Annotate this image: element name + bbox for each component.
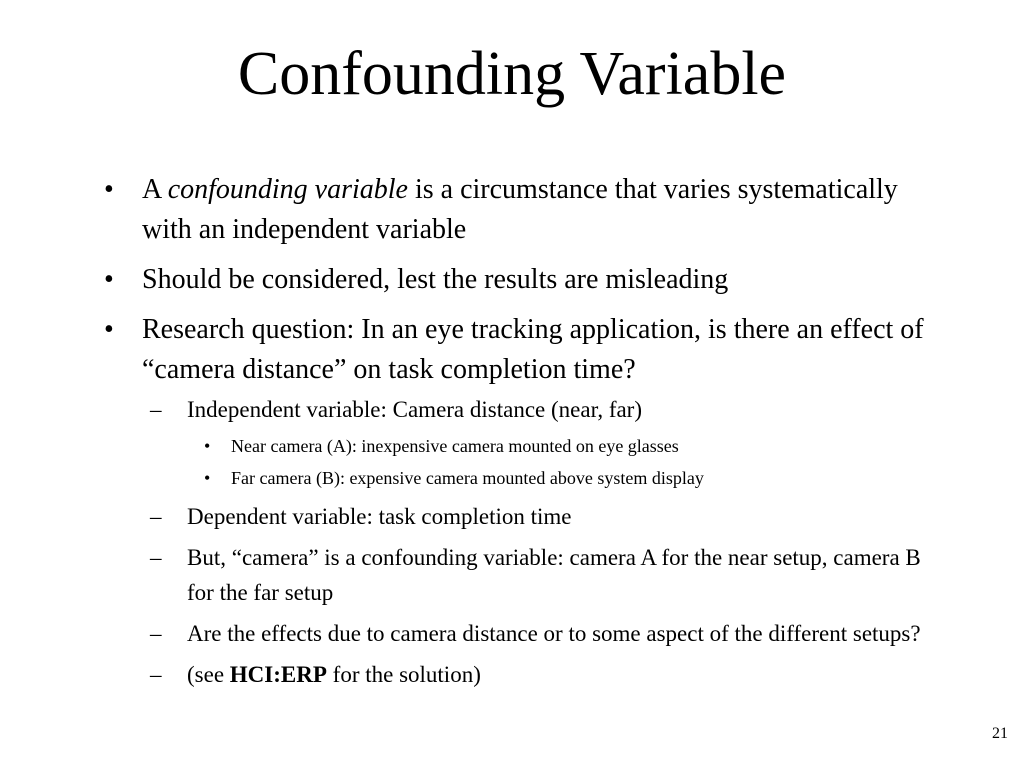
bullet-text-pre: A bbox=[142, 174, 168, 205]
sub-bullet-independent-variable bbox=[150, 392, 924, 427]
slide-content bbox=[104, 170, 924, 698]
bullet-text: Should be considered, lest the results are misleading bbox=[142, 264, 729, 295]
sub-bullet-effects-question bbox=[150, 616, 924, 651]
dash-marker: – bbox=[150, 504, 162, 529]
sub-bullet-text: Are the effects due to camera distance or to some aspect of the different setups? bbox=[187, 621, 921, 646]
bullet-marker: • bbox=[104, 264, 114, 295]
bullet-text: Research question: In an eye tracking application, is there an effect of “camera distance” on task completion time? bbox=[142, 314, 924, 385]
sub-bullet-camera-confounding bbox=[150, 540, 924, 610]
bullet-marker: • bbox=[204, 468, 211, 488]
dash-marker: – bbox=[150, 397, 162, 422]
bullet-confounding-definition bbox=[104, 170, 924, 250]
bullet-text-post: is a circumstance that varies systematically with an independent variable bbox=[142, 174, 898, 245]
bullet-marker: • bbox=[104, 314, 114, 345]
sub-bullet-dependent-variable bbox=[150, 499, 924, 534]
slide-title: Confounding Variable bbox=[237, 40, 787, 108]
bullet-should-be-considered bbox=[104, 260, 924, 300]
sub-bullet-text-post: for the solution) bbox=[326, 662, 481, 687]
bullet-text-emphasis: confounding variable bbox=[167, 174, 408, 205]
reference-link-text: HCI:ERP bbox=[229, 662, 327, 687]
sub-sub-bullet-far-camera bbox=[204, 465, 924, 491]
bullet-marker: • bbox=[104, 174, 114, 205]
sub-bullet-text-pre: (see bbox=[187, 662, 230, 687]
dash-marker: – bbox=[150, 545, 162, 570]
dash-marker: – bbox=[150, 662, 162, 687]
dash-marker: – bbox=[150, 621, 162, 646]
page-number: 21 bbox=[992, 725, 1008, 742]
sub-bullet-text: Dependent variable: task completion time bbox=[187, 504, 572, 529]
sub-bullet-text: Independent variable: Camera distance (near, far) bbox=[187, 397, 643, 422]
bullet-research-question bbox=[104, 310, 924, 390]
sub-sub-bullet-text: Far camera (B): expensive camera mounted above system display bbox=[231, 468, 704, 488]
sub-bullet-see-solution bbox=[150, 657, 924, 692]
sub-bullet-text: But, “camera” is a confounding variable: camera A for the near setup, camera B for the far setup bbox=[187, 545, 921, 605]
sub-sub-bullet-near-camera bbox=[204, 433, 924, 459]
sub-sub-bullet-text: Near camera (A): inexpensive camera mounted on eye glasses bbox=[231, 436, 679, 456]
bullet-marker: • bbox=[204, 436, 211, 456]
